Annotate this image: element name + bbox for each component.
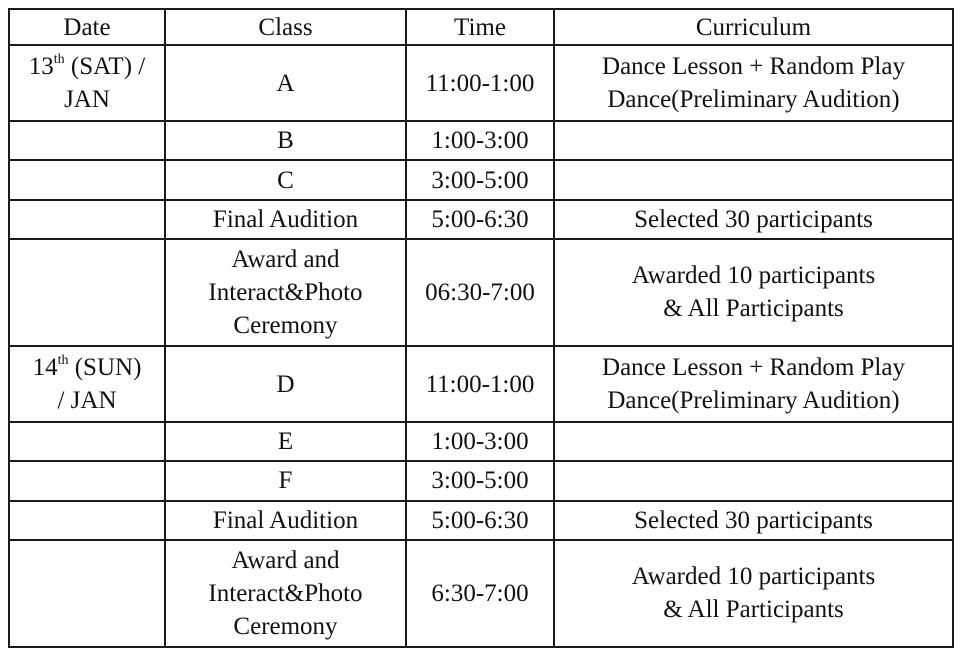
time-cell: 6:30-7:00 [406,540,554,647]
header-time: Time [406,9,554,45]
table-row [9,200,953,239]
curriculum-cell [554,160,953,199]
class-cell: Final Audition [165,200,406,239]
table-row [9,160,953,199]
curriculum-cell [554,422,953,461]
table-row [9,346,953,422]
curriculum-cell: Dance Lesson + Random Play Dance(Preliminary Audition) [554,45,953,121]
time-cell: 1:00-3:00 [406,121,554,160]
header-curriculum: Curriculum [554,9,953,45]
date-cell [9,239,165,346]
table-row [9,461,953,500]
class-cell: E [165,422,406,461]
date-cell [9,501,165,540]
class-cell: A [165,45,406,121]
table-row [9,540,953,647]
class-cell: Award and Interact&Photo Ceremony [165,239,406,346]
header-class: Class [165,9,406,45]
table-row [9,45,953,121]
curriculum-cell: Awarded 10 participants & All Participants [554,540,953,647]
class-cell: B [165,121,406,160]
curriculum-cell [554,121,953,160]
date-cell [9,121,165,160]
class-cell: Final Audition [165,501,406,540]
curriculum-cell: Selected 30 participants [554,501,953,540]
time-cell: 5:00-6:30 [406,501,554,540]
time-cell: 3:00-5:00 [406,160,554,199]
curriculum-cell: Awarded 10 participants & All Participants [554,239,953,346]
time-cell: 5:00-6:30 [406,200,554,239]
table-row [9,422,953,461]
curriculum-cell: Dance Lesson + Random Play Dance(Preliminary Audition) [554,346,953,422]
time-cell: 1:00-3:00 [406,422,554,461]
date-cell: 14th (SUN) / JAN [9,346,165,422]
class-cell: F [165,461,406,500]
date-cell [9,540,165,647]
class-cell: D [165,346,406,422]
date-cell: 13th (SAT) / JAN [9,45,165,121]
schedule-table [8,8,954,648]
date-cell [9,200,165,239]
table-row [9,121,953,160]
date-cell [9,461,165,500]
class-cell: C [165,160,406,199]
time-cell: 3:00-5:00 [406,461,554,500]
class-cell: Award and Interact&Photo Ceremony [165,540,406,647]
curriculum-cell: Selected 30 participants [554,200,953,239]
header-row [9,9,953,45]
time-cell: 06:30-7:00 [406,239,554,346]
date-cell [9,160,165,199]
time-cell: 11:00-1:00 [406,346,554,422]
curriculum-cell [554,461,953,500]
header-date: Date [9,9,165,45]
date-cell [9,422,165,461]
table-row [9,501,953,540]
table-row [9,239,953,346]
time-cell: 11:00-1:00 [406,45,554,121]
